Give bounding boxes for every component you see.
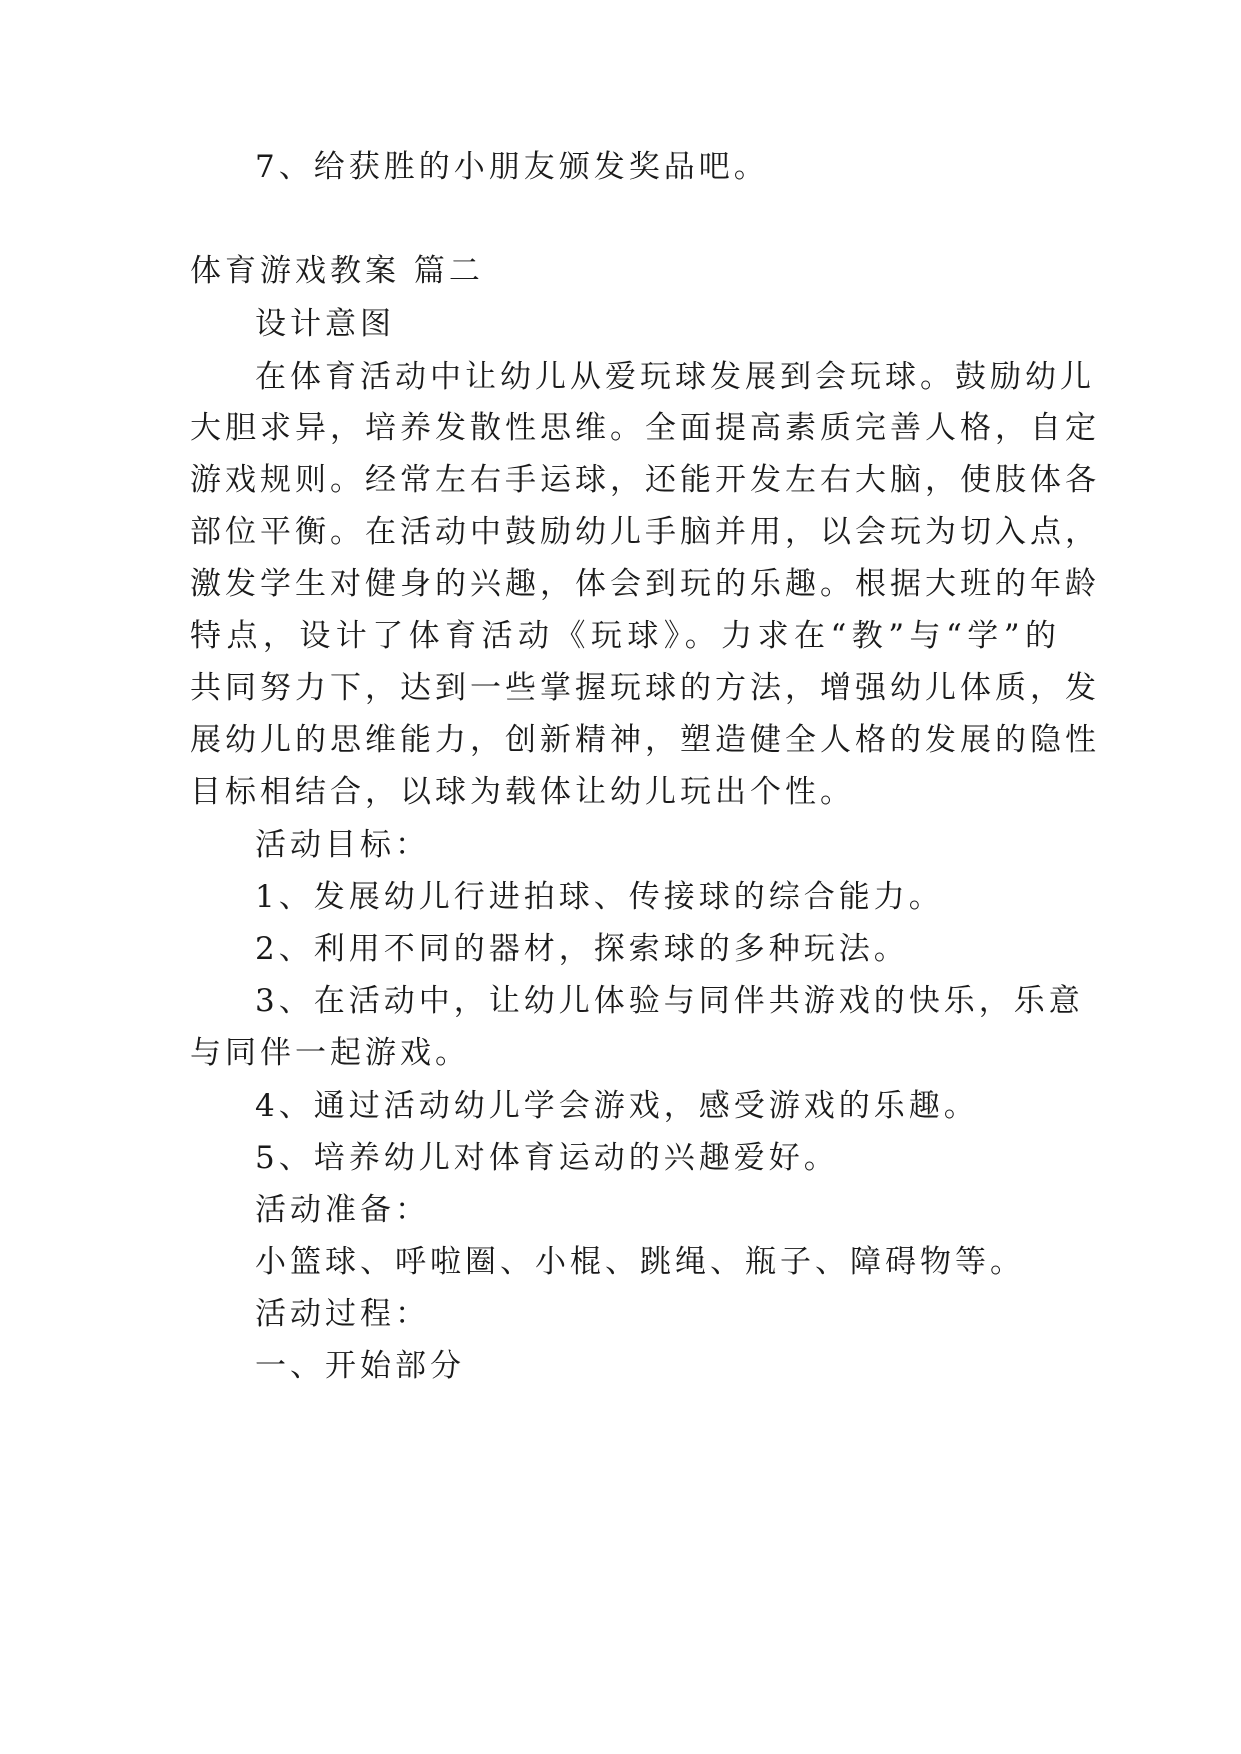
paragraph-line: 大胆求异，培养发散性思维。全面提高素质完善人格，自定 <box>190 410 1100 446</box>
paragraph-line: 展幼儿的思维能力，创新精神，塑造健全人格的发展的隐性 <box>190 722 1100 758</box>
part-one-heading: 一、开始部分 <box>255 1348 465 1384</box>
paragraph-line: 部位平衡。在活动中鼓励幼儿手脑并用，以会玩为切入点， <box>190 514 1100 550</box>
design-heading: 设计意图 <box>255 306 395 342</box>
prep-text: 小篮球、呼啦圈、小棍、跳绳、瓶子、障碍物等。 <box>255 1244 1025 1280</box>
goal-item-3-continued: 与同伴一起游戏。 <box>190 1035 470 1071</box>
prep-heading: 活动准备： <box>255 1192 430 1228</box>
paragraph-line: 激发学生对健身的兴趣，体会到玩的乐趣。根据大班的年龄 <box>190 566 1100 602</box>
paragraph-line: 共同努力下，达到一些掌握玩球的方法，增强幼儿体质，发 <box>190 670 1100 706</box>
paragraph-line: 在体育活动中让幼儿从爱玩球发展到会玩球。鼓励幼儿 <box>255 359 1095 395</box>
list-item-7: 7、给获胜的小朋友颁发奖品吧。 <box>255 149 769 185</box>
paragraph-line: 游戏规则。经常左右手运球，还能开发左右大脑，使肢体各 <box>190 462 1100 498</box>
goal-item-1: 1、发展幼儿行进拍球、传接球的综合能力。 <box>255 879 944 915</box>
process-heading: 活动过程： <box>255 1296 430 1332</box>
goal-item-3: 3、在活动中，让幼儿体验与同伴共游戏的快乐，乐意 <box>255 983 1084 1019</box>
goal-item-4: 4、通过活动幼儿学会游戏，感受游戏的乐趣。 <box>255 1088 979 1124</box>
paragraph-line: 目标相结合，以球为载体让幼儿玩出个性。 <box>190 774 855 810</box>
section-title: 体育游戏教案 篇二 <box>190 253 484 289</box>
paragraph-line: 特点，设计了体育活动《玩球》。力求在“教”与“学”的 <box>190 618 1060 654</box>
goals-heading: 活动目标： <box>255 827 430 863</box>
goal-item-2: 2、利用不同的器材，探索球的多种玩法。 <box>255 931 909 967</box>
goal-item-5: 5、培养幼儿对体育运动的兴趣爱好。 <box>255 1140 839 1176</box>
